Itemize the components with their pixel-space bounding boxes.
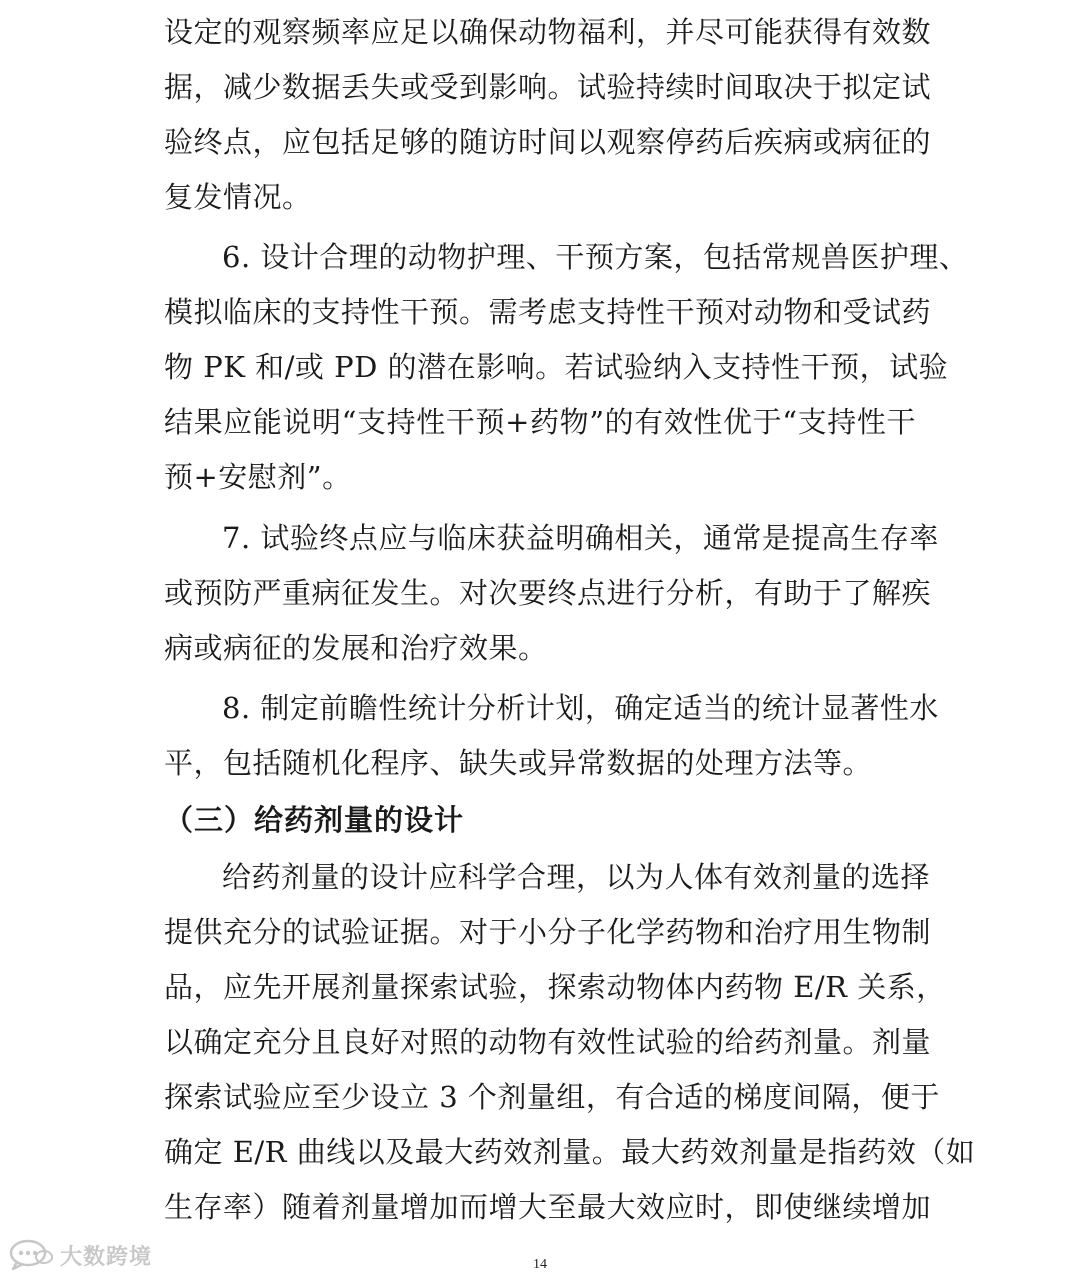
- text-line-6: 模拟临床的支持性干预。需考虑支持性干预对动物和受试药: [164, 295, 932, 329]
- text-line-18: 品，应先开展剂量探索试验，探索动物体内药物 E/R 关系，: [164, 970, 946, 1004]
- text-line-2: 据，减少数据丢失或受到影响。试验持续时间取决于拟定试: [164, 70, 932, 104]
- text-line-19: 以确定充分且良好对照的动物有效性试验的给药剂量。剂量: [164, 1025, 932, 1059]
- text-line-3: 验终点，应包括足够的随访时间以观察停药后疾病或病征的: [164, 125, 932, 159]
- text-line-7: 物 PK 和/或 PD 的潜在影响。若试验纳入支持性干预，试验: [164, 350, 949, 384]
- text-line-9: 预+安慰剂”。: [164, 460, 352, 494]
- paragraph-first-line: 给药剂量的设计应科学合理，以为人体有效剂量的选择: [222, 860, 931, 894]
- text-line-22: 生存率）随着剂量增加而增大至最大效应时，即使继续增加: [164, 1190, 932, 1224]
- text-line-14: 平，包括随机化程序、缺失或异常数据的处理方法等。: [164, 746, 873, 780]
- text-line-1: 设定的观察频率应足以确保动物福利，并尽可能获得有效数: [164, 15, 932, 49]
- text-line-4: 复发情况。: [164, 180, 312, 214]
- text-line-17: 提供充分的试验证据。对于小分子化学药物和治疗用生物制: [164, 915, 932, 949]
- text-line-12: 病或病征的发展和治疗效果。: [164, 631, 548, 665]
- text-line-20: 探索试验应至少设立 3 个剂量组，有合适的梯度间隔，便于: [164, 1080, 940, 1114]
- section-heading: （三）给药剂量的设计: [164, 803, 465, 837]
- text-line-11: 或预防严重病征发生。对次要终点进行分析，有助于了解疾: [164, 576, 932, 610]
- item-6-first-line: 6. 设计合理的动物护理、干预方案，包括常规兽医护理、: [222, 240, 969, 274]
- item-8-first-line: 8. 制定前瞻性统计分析计划，确定适当的统计显著性水: [222, 691, 939, 725]
- text-line-8: 结果应能说明“支持性干预+药物”的有效性优于“支持性干: [164, 405, 916, 439]
- page-number: 14: [533, 1257, 547, 1272]
- text-line-21: 确定 E/R 曲线以及最大药效剂量。最大药效剂量是指药效（如: [164, 1135, 976, 1169]
- watermark-text: 大数跨境: [60, 1244, 153, 1270]
- item-7-first-line: 7. 试验终点应与临床获益明确相关，通常是提高生存率: [222, 521, 939, 555]
